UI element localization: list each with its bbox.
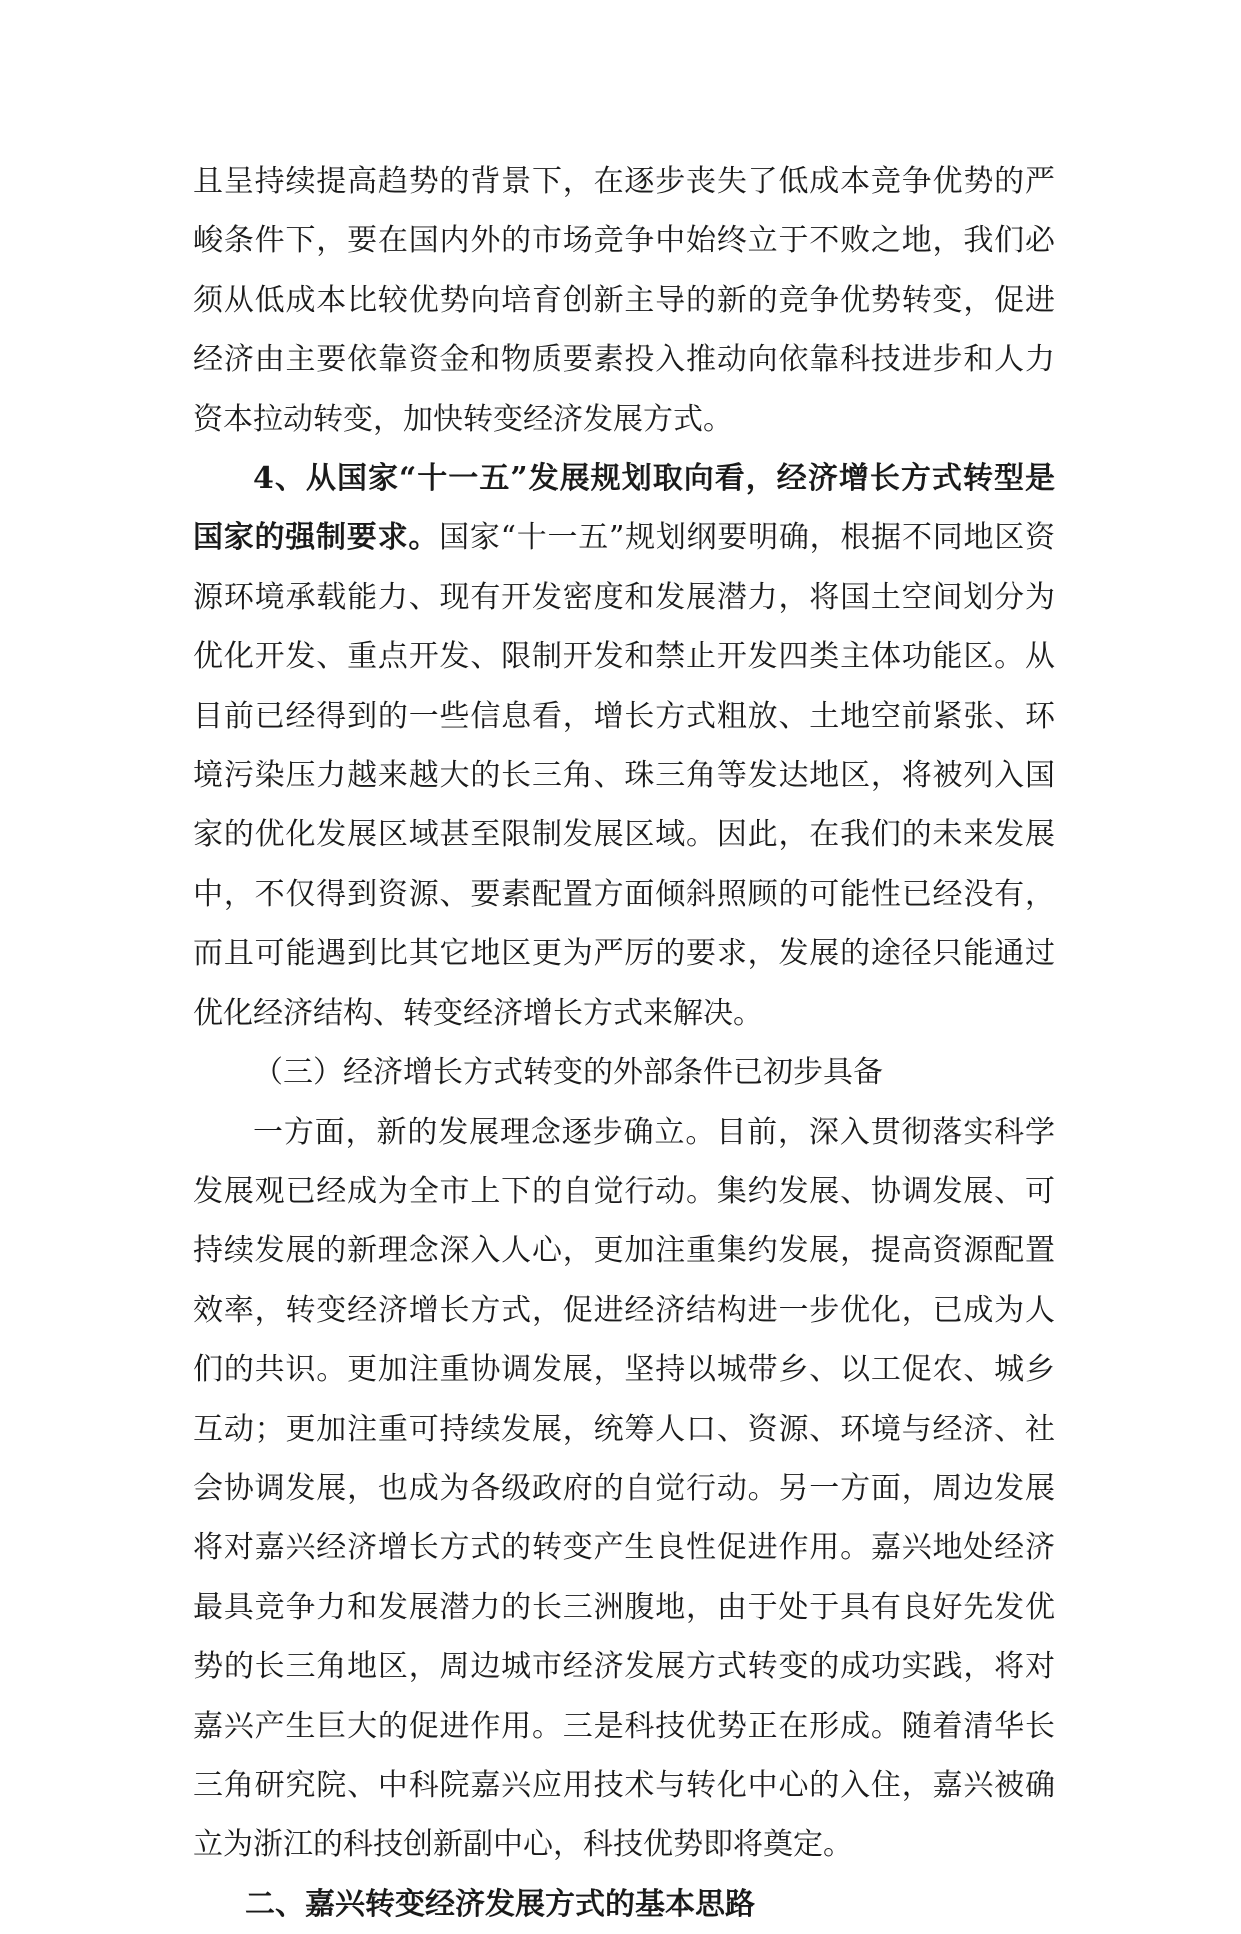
section-heading: （三）经济增长方式转变的外部条件已初步具备 — [253, 1055, 883, 1091]
document-page — [193, 152, 1055, 1934]
paragraph-bold-lead: 4、从国家“十一五”发展规划取向看，经济增长方式转型是国家的强制要求。 — [193, 461, 1055, 556]
paragraph-external-conditions: 一方面，新的发展理念逐步确立。目前，深入贯彻落实科学发展观已经成为全市上下的自觉行动。集约发展、协调发展、可持续发展的新理念深入人心，更加注重集约发展，提高资源配置效率，转变经济增长方式，促进经济结构进一步优化，已成为人们的共识。更加注重协调发展，坚持以城带乡、以工促农、城乡互动；更加注重可持续发展，统筹人口、资源、环境与经济、社会协调发展，也成为各级政府的自觉行动。另一方面，周边发展将对嘉兴经济增长方式的转变产生良性促进作用。嘉兴地处经济最具竞争力和发展潜力的长三洲腹地，由于处于具有良好先发优势的长三角地区，周边城市经济发展方式转变的成功实践，将对嘉兴产生巨大的促进作用。三是科技优势正在形成。随着清华长三角研究院、中科院嘉兴应用技术与转化中心的入住，嘉兴被确立为浙江的科技创新副中心，科技优势即将奠定。 — [193, 1114, 1055, 1863]
paragraph-body: 国家“十一五”规划纲要明确，根据不同地区资源环境承载能力、现有开发密度和发展潜力，将国土空间划分为优化开发、重点开发、限制开发和禁止开发四类主体功能区。从目前已经得到的一些信息看，增长方式粗放、土地空前紧张、环境污染压力越来越大的长三角、珠三角等发达地区，将被列入国家的优化发展区域甚至限制发展区域。因此，在我们的未来发展中，不仅得到资源、要素配置方面倾斜照顾的可能性已经没有，而且可能遇到比其它地区更为严厉的要求，发展的途径只能通过优化经济结构、转变经济增长方式来解决。 — [193, 520, 1055, 1031]
paragraph-national-plan — [193, 449, 1055, 1043]
paragraph-continuation: 且呈持续提高趋势的背景下，在逐步丧失了低成本竞争优势的严峻条件下，要在国内外的市场竞争中始终立于不败之地，我们必须从低成本比较优势向培育创新主导的新的竞争优势转变，促进经济由主要依靠资金和物质要素投入推动向依靠科技进步和人力资本拉动转变，加快转变经济发展方式。 — [193, 164, 1055, 437]
chapter-heading: 二、嘉兴转变经济发展方式的基本思路 — [245, 1886, 755, 1922]
